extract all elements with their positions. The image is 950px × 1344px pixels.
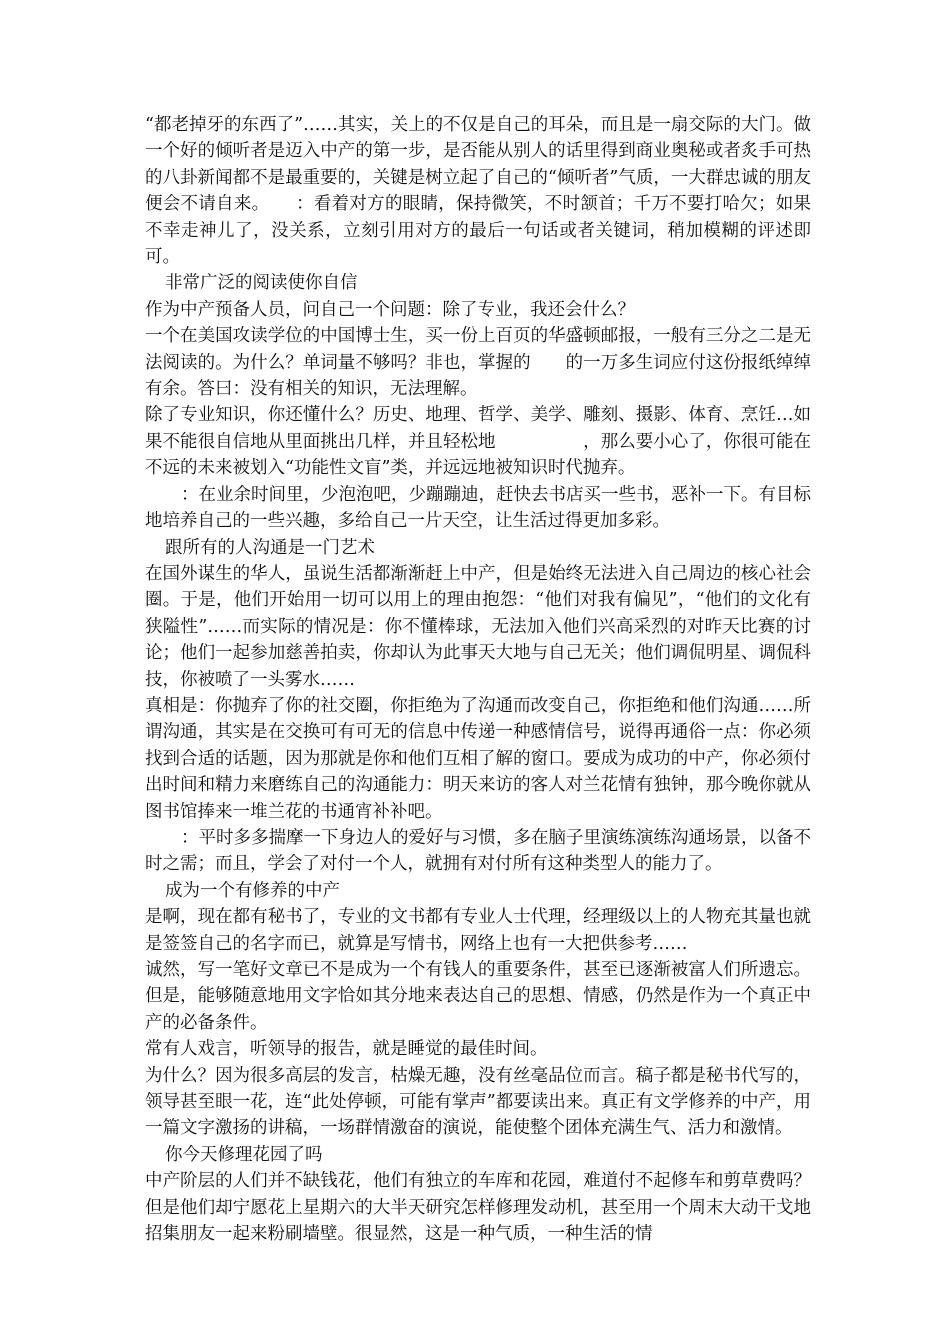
paragraph-communication-tip: ：平时多多揣摩一下身边人的爱好与习惯，多在脑子里演练演练沟通场景，以备不时之需；而且，学会了对付一个人，就拥有对付所有这种类型人的能力了。 — [145, 827, 811, 875]
section-heading-communication: 跟所有的人沟通是一门艺术 — [165, 537, 375, 558]
section-heading-reading: 非常广泛的阅读使你自信 — [165, 273, 358, 294]
paragraph-reading-question: 作为中产预备人员，问自己一个问题：除了专业，我还会什么？ — [145, 299, 635, 320]
paragraph-middle-class: 中产阶层的人们并不缺钱花，他们有独立的车库和花园，难道付不起修车和剪草费吗？但是他们却宁愿花上星期六的大半天研究怎样修理发动机，甚至用一个周末大动干戈地招集朋友一起来粉刷墙壁。很显然，这是一种气质，一种生活的情 — [145, 1171, 811, 1245]
paragraph-why: 为什么？因为很多高层的发言，枯燥无趣，没有丝毫品位而言。稿子都是秘书代写的，领导甚至眼一花，连“此处停顿，可能有掌声”都要读出来。真正有文学修养的中产，用一篇文字激扬的讲稿，一场群情激奋的演说，能使整个团体充满生气、活力和激情。 — [145, 1065, 811, 1139]
paragraph-phd-student: 一个在美国攻读学位的中国博士生，买一份上百页的华盛顿邮报，一般有三分之二是无法阅读的。为什么？单词量不够吗？非也，掌握的 的一万多生词应付这份报纸绰绰有余。答曰：没有相关的知识，无法理解。 — [145, 326, 811, 400]
paragraph-knowledge: 除了专业知识，你还懂什么？历史、地理、哲学、美学、雕刻、摄影、体育、烹饪…如果不能很自信地从里面挑出几样，并且轻松地 ，那么要小心了，你很可能在不远的未来被划入“功能性文盲”类，并远远地被知识时代抛弃。 — [145, 405, 811, 479]
paragraph-truth: 真相是：你抛弃了你的社交圈，你拒绝为了沟通而改变自己，你拒绝和他们沟通……所谓沟通，其实是在交换可有可无的信息中传递一种感情信号，说得再通俗一点：你必须找到合适的话题，因为那就是你和他们互相了解的窗口。要成为成功的中产，你必须付出时间和精力来磨练自己的沟通能力：明天来访的客人对兰花情有独钟，那今晚你就从图书馆捧来一堆兰花的书通宵补补吧。 — [145, 695, 811, 822]
section-heading-cultivation: 成为一个有修养的中产 — [165, 880, 340, 901]
paragraph-reading-tip: ：在业余时间里，少泡泡吧，少蹦蹦迪，赶快去书店买一些书，恶补一下。有目标地培养自己的一些兴趣，多给自己一片天空，让生活过得更加多彩。 — [145, 484, 811, 532]
paragraph-secretary: 是啊，现在都有秘书了，专业的文书都有专业人士代理，经理级以上的人物充其量也就是签签自己的名字而已，就算是写情书，网络上也有一大把供参考…… — [145, 907, 811, 954]
document-page — [145, 112, 811, 1247]
section-heading-garden: 你今天修理花园了吗 — [165, 1144, 323, 1165]
paragraph-chinese-abroad: 在国外谋生的华人，虽说生活都渐渐赶上中产，但是始终无法进入自己周边的核心社会圈。于是，他们开始用一切可以用上的理由抱怨：“他们对我有偏见”，“他们的文化有狭隘性”……而实际的情况是：你不懂棒球，无法加入他们兴高采烈的对昨天比赛的讨论；他们一起参加慈善拍卖，你却认为此事天大地与自己无关；他们调侃明星、调侃科技，你被喷了一头雾水…… — [145, 563, 811, 690]
paragraph-listening-tips: “都老掉牙的东西了”……其实，关上的不仅是自己的耳朵，而且是一扇交际的大门。做一个好的倾听者是迈入中产的第一步，是否能从别人的话里得到商业奥秘或者炙手可热的八卦新闻都不是最重要的，关键是树立起了自己的“倾听者”气质，一大群忠诚的朋友便会不请自来。 ：看着对方的眼睛，保持微笑，不时颔首；千万不要打哈欠；如果不幸走神儿了，没关系，立刻引用对方的最后一句话或者关键词，稍加模糊的评述即可。 — [145, 115, 811, 268]
paragraph-joke: 常有人戏言，听领导的报告，就是睡觉的最佳时间。 — [145, 1039, 548, 1060]
paragraph-writing: 诚然，写一笔好文章已不是成为一个有钱人的重要条件，甚至已逐渐被富人们所遗忘。但是，能够随意地用文字恰如其分地来表达自己的思想、情感，仍然是作为一个真正中产的必备条件。 — [145, 960, 811, 1033]
